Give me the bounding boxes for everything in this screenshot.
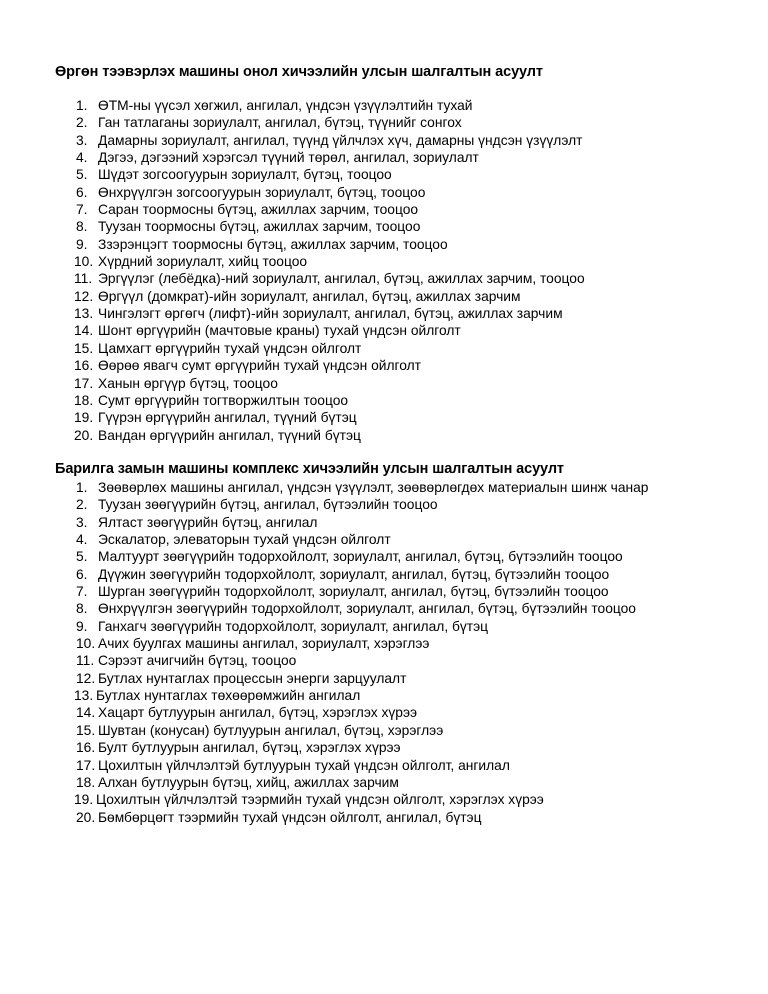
list-item (66, 305, 585, 322)
list-item (66, 253, 585, 270)
item-number: 13. (74, 306, 94, 322)
item-number: 6. (76, 184, 88, 200)
list-item (66, 635, 648, 652)
list-item (66, 166, 585, 183)
item-text: Ялтаст зөөгүүрийн бүтэц, ангилал (98, 514, 318, 530)
item-text: Шонт өргүүрийн (мачтовые краны) тухай үндсэн ойлголт (98, 323, 461, 339)
item-number: 16. (74, 358, 94, 374)
list-item (66, 722, 648, 739)
list-item (66, 739, 648, 756)
item-text: Эргүүлэг (лебёдка)-ний зориулалт, ангилал, бүтэц, ажиллах зарчим, тооцоо (98, 271, 585, 287)
list-item (66, 114, 585, 131)
item-number: 12. (74, 288, 94, 304)
item-text: Малтуурт зөөгүүрийн тодорхойлолт, зориулалт, ангилал, бүтэц, бүтээлийн тооцоо (98, 549, 623, 565)
item-text: Шүдэт зогсоогуурын зориулалт, бүтэц, тооцоо (98, 167, 392, 183)
item-number: 11. (76, 653, 95, 669)
list-item (66, 322, 585, 339)
item-number: 2. (76, 497, 88, 513)
item-number: 9. (76, 618, 88, 634)
list-item (66, 531, 648, 548)
item-text: Сэрээт ачигчийн бүтэц, тооцоо (98, 653, 297, 669)
item-text: Булт бутлуурын ангилал, бүтэц, хэрэглэх хүрээ (98, 740, 401, 756)
item-text: Цохилтын үйлчлэлтэй тээрмийн тухай үндсэн ойлголт, хэрэглэх хүрээ (96, 792, 544, 808)
item-number: 15. (76, 722, 96, 738)
list-item (66, 496, 648, 513)
item-number: 10. (76, 636, 96, 652)
list-item (66, 357, 585, 374)
item-number: 18. (74, 392, 94, 408)
list-item (66, 184, 585, 201)
question-list-road-machinery (66, 479, 648, 826)
item-number: 8. (76, 601, 88, 617)
item-text: Алхан бутлуурын бүтэц, хийц, ажиллах зарчим (98, 774, 399, 790)
item-text: Бутлах нунтаглах төхөөрөмжийн ангилал (96, 688, 361, 704)
item-text: Гүүрэн өргүүрийн ангилал, түүний бүтэц (98, 410, 357, 426)
section-title-road-machinery: Барилга замын машины комплекс хичээлийн улсын шалгалтын асуулт (55, 461, 564, 477)
item-text: Туузан зөөгүүрийн бүтэц, ангилал, бүтээлийн тооцоо (98, 497, 438, 513)
item-number: 3. (76, 132, 88, 148)
item-text: Цамхагт өргүүрийн тухай үндсэн ойлголт (98, 340, 362, 356)
item-text: Эскалатор, элеваторын тухай үндсэн ойлголт (98, 532, 391, 548)
list-item (66, 757, 648, 774)
item-number: 10. (74, 254, 94, 270)
list-item (66, 270, 585, 287)
item-number: 17. (76, 757, 96, 773)
item-number: 15. (74, 340, 94, 356)
item-number: 13. (74, 688, 94, 704)
item-text: Ачих буулгах машины ангилал, зориулалт, хэрэглээ (98, 636, 430, 652)
list-item (66, 548, 648, 565)
list-item (66, 704, 648, 721)
item-text: Өнхрүүлгэн зөөгүүрийн тодорхойлолт, зориулалт, ангилал, бүтэц, бүтээлийн тооцоо (98, 601, 636, 617)
item-text: Дамарны зориулалт, ангилал, түүнд үйлчлэх хүч, дамарны үндсэн үзүүлэлт (98, 132, 583, 148)
item-text: Вандан өргүүрийн ангилал, түүний бүтэц (98, 427, 361, 443)
item-number: 6. (76, 566, 88, 582)
item-text: Өнхрүүлгэн зогсоогуурын зориулалт, бүтэц, тооцоо (98, 184, 426, 200)
list-item (66, 670, 648, 687)
item-number: 7. (76, 584, 88, 600)
item-number: 3. (76, 514, 88, 530)
item-number: 1. (76, 98, 88, 113)
item-text: Шурган зөөгүүрийн тодорхойлолт, зориулалт, ангилал, бүтэц, бүтээлийн тооцоо (98, 584, 609, 600)
item-text: Зөөвөрлөх машины ангилал, үндсэн үзүүлэлт, зөөвөрлөгдөх материалын шинж чанар (98, 480, 649, 495)
item-text: Туузан тоормосны бүтэц, ажиллах зарчим, тооцоо (98, 219, 421, 235)
item-number: 14. (74, 323, 94, 339)
list-item (66, 566, 648, 583)
item-text: Дэгээ, дэгээний хэрэгсэл түүний төрөл, ангилал, зориулалт (98, 150, 479, 166)
list-item (66, 201, 585, 218)
item-number: 17. (74, 375, 94, 391)
item-number: 2. (76, 115, 88, 131)
list-item (66, 583, 648, 600)
item-text: Хүрдний зориулалт, хийц тооцоо (98, 254, 308, 270)
list-item (66, 409, 585, 426)
item-number: 19. (74, 792, 94, 808)
item-number: 5. (76, 167, 88, 183)
item-text: Ханын өргүүр бүтэц, тооцоо (98, 375, 278, 391)
list-item (66, 427, 585, 444)
item-number: 4. (76, 532, 88, 548)
item-text: Саран тоормосны бүтэц, ажиллах зарчим, тооцоо (98, 202, 419, 218)
item-text: Өргүүл (домкрат)-ийн зориулалт, ангилал, бүтэц, ажиллах зарчим (98, 288, 521, 304)
list-item (66, 288, 585, 305)
item-number: 20. (76, 809, 96, 825)
question-list-crane-theory (66, 97, 585, 444)
item-text: Бутлах нунтаглах процессын энерги зарцуулалт (98, 670, 407, 686)
item-text: Бөмбөрцөгт тээрмийн тухай үндсэн ойлголт, ангилал, бүтэц (98, 809, 482, 825)
item-number: 14. (76, 705, 96, 721)
item-number: 16. (76, 740, 96, 756)
section-title-crane-theory: Өргөн тээвэрлэх машины онол хичээлийн улсын шалгалтын асуулт (55, 64, 543, 80)
item-text: Шувтан (конусан) бутлуурын ангилал, бүтэц, хэрэглээ (98, 722, 444, 738)
list-item (66, 791, 648, 808)
list-item (66, 392, 585, 409)
item-text: Өөрөө явагч сумт өргүүрийн тухай үндсэн ойлголт (98, 358, 421, 374)
item-text: Ззэрэнцэгт тоормосны бүтэц, ажиллах зарчим, тооцоо (98, 236, 448, 252)
item-text: Чингэлэгт өргөгч (лифт)-ийн зориулалт, ангилал, бүтэц, ажиллах зарчим (98, 306, 563, 322)
list-item (66, 375, 585, 392)
item-text: Хацарт бутлуурын ангилал, бүтэц, хэрэглэх хүрээ (98, 705, 418, 721)
list-item (66, 687, 648, 704)
list-item (66, 97, 585, 114)
item-text: Ган татлаганы зориулалт, ангилал, бүтэц, түүнийг сонгох (98, 115, 462, 131)
item-number: 4. (76, 150, 88, 166)
item-text: ӨТМ-ны үүсэл хөгжил, ангилал, үндсэн үзүүлэлтийн тухай (98, 98, 473, 113)
list-item (66, 514, 648, 531)
item-number: 1. (76, 480, 88, 495)
list-item (66, 132, 585, 149)
item-number: 8. (76, 219, 88, 235)
item-text: Ганхагч зөөгүүрийн тодорхойлолт, зориулалт, ангилал, бүтэц (98, 618, 489, 634)
item-number: 9. (76, 236, 88, 252)
item-number: 12. (76, 670, 96, 686)
item-number: 18. (76, 774, 96, 790)
item-text: Цохилтын үйлчлэлтэй бутлуурын тухай үндсэн ойлголт, ангилал (98, 757, 510, 773)
item-text: Дүүжин зөөгүүрийн тодорхойлолт, зориулалт, ангилал, бүтэц, бүтээлийн тооцоо (98, 566, 610, 582)
list-item (66, 236, 585, 253)
list-item (66, 340, 585, 357)
list-item (66, 774, 648, 791)
list-item (66, 149, 585, 166)
list-item (66, 218, 585, 235)
item-text: Сумт өргүүрийн тогтворжилтын тооцоо (98, 392, 349, 408)
list-item (66, 652, 648, 669)
list-item (66, 479, 648, 496)
list-item (66, 600, 648, 617)
item-number: 20. (74, 427, 94, 443)
item-number: 19. (74, 410, 94, 426)
item-number: 5. (76, 549, 88, 565)
item-number: 11. (74, 271, 93, 287)
item-number: 7. (76, 202, 88, 218)
list-item (66, 618, 648, 635)
list-item (66, 809, 648, 826)
